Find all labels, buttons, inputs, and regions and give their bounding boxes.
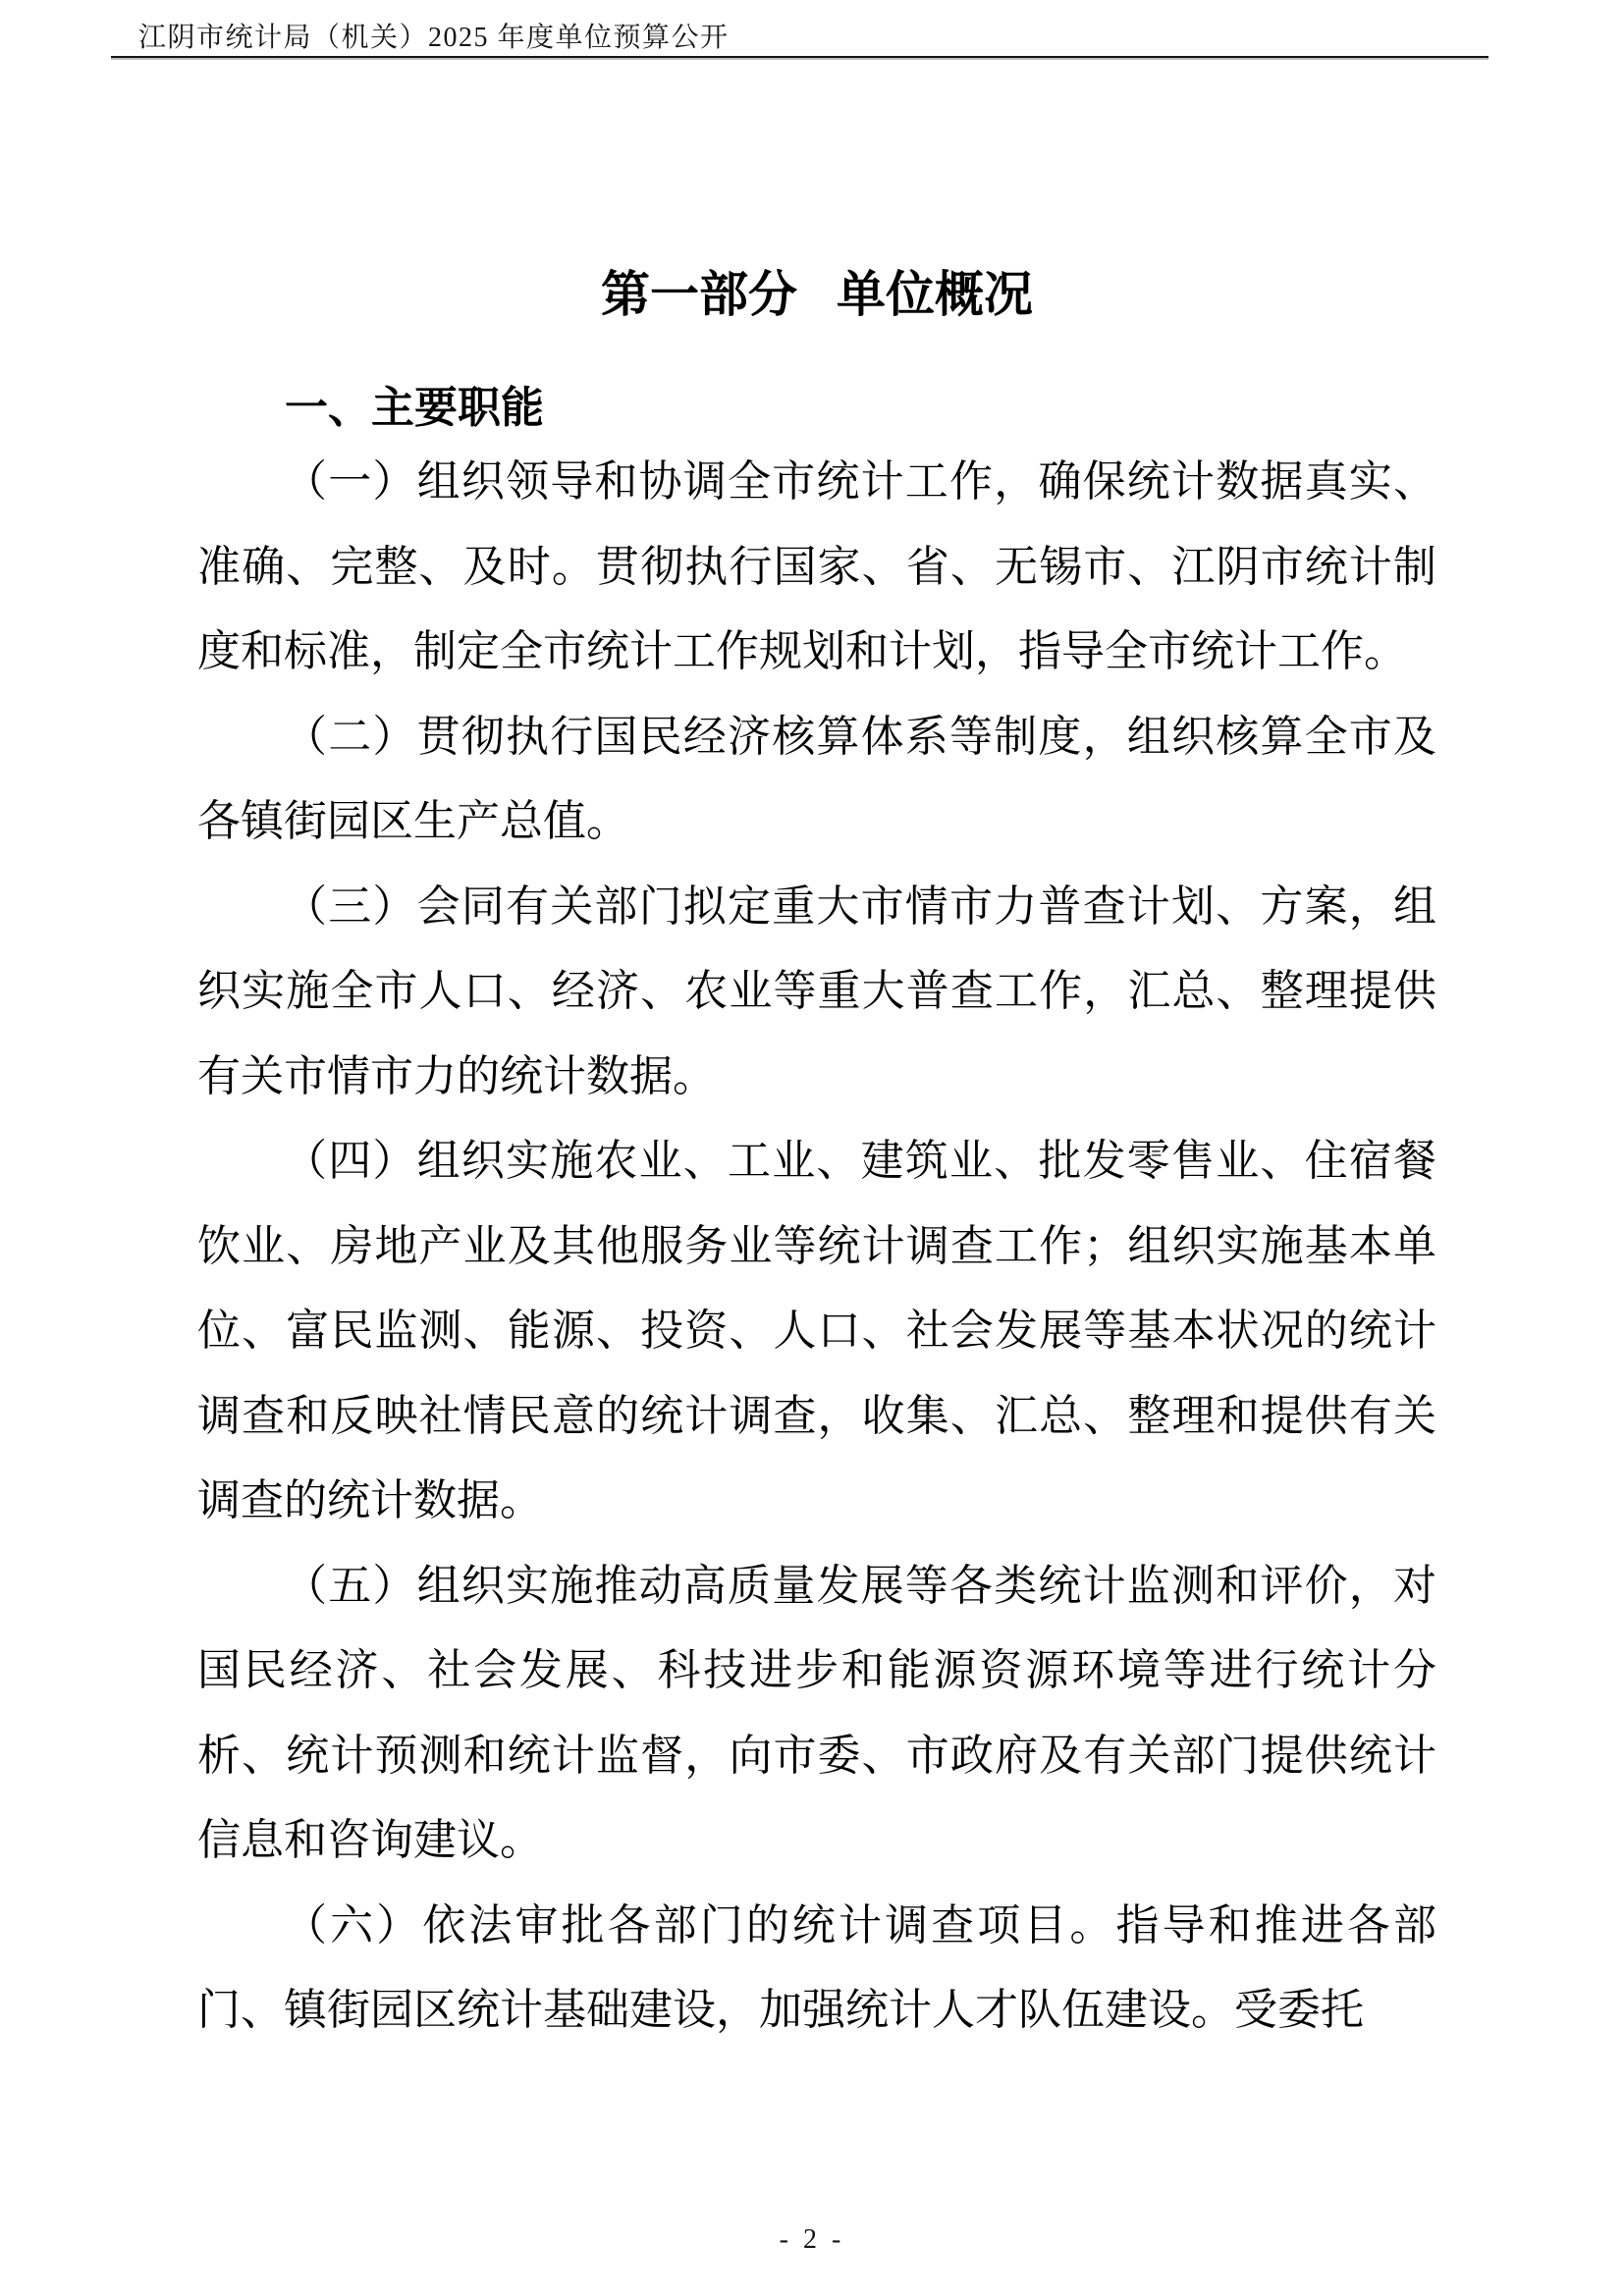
paragraph-6: （六）依法审批各部门的统计调查项目。指导和推进各部门、镇街园区统计基础建设，加强统计人才队伍建设。受委托 bbox=[197, 1900, 1436, 2034]
document-title: 第一部分 单位概况 bbox=[601, 267, 1033, 322]
document-body bbox=[197, 263, 1436, 2054]
section-heading: 一、主要职能 bbox=[285, 384, 544, 432]
page-header-text: 江阴市统计局（机关）2025 年度单位预算公开 bbox=[138, 23, 730, 53]
paragraph-2: （二）贯彻执行国民经济核算体系等制度，组织核算全市及各镇街园区生产总值。 bbox=[197, 712, 1436, 845]
paragraph-3: （三）会同有关部门拟定重大市情市力普查计划、方案，组织实施全市人口、经济、农业等重大普查工作，汇总、整理提供有关市情市力的统计数据。 bbox=[197, 881, 1436, 1100]
paragraph-4: （四）组织实施农业、工业、建筑业、批发零售业、住宿餐饮业、房地产业及其他服务业等统计调查工作；组织实施基本单位、富民监测、能源、投资、人口、社会发展等基本状况的统计调查和反映社情民意的统计调查，收集、汇总、整理和提供有关调查的统计数据。 bbox=[197, 1137, 1436, 1524]
paragraph-5: （五）组织实施推动高质量发展等各类统计监测和评价，对国民经济、社会发展、科技进步和能源资源环境等进行统计分析、统计预测和统计监督，向市委、市政府及有关部门提供统计信息和咨询建议。 bbox=[197, 1561, 1436, 1864]
page-number: - 2 - bbox=[779, 2224, 845, 2255]
header-rule bbox=[111, 56, 1489, 60]
paragraph-1: （一）组织领导和协调全市统计工作，确保统计数据真实、准确、完整、及时。贯彻执行国家、省、无锡市、江阴市统计制度和标准，制定全市统计工作规划和计划，指导全市统计工作。 bbox=[197, 457, 1436, 675]
